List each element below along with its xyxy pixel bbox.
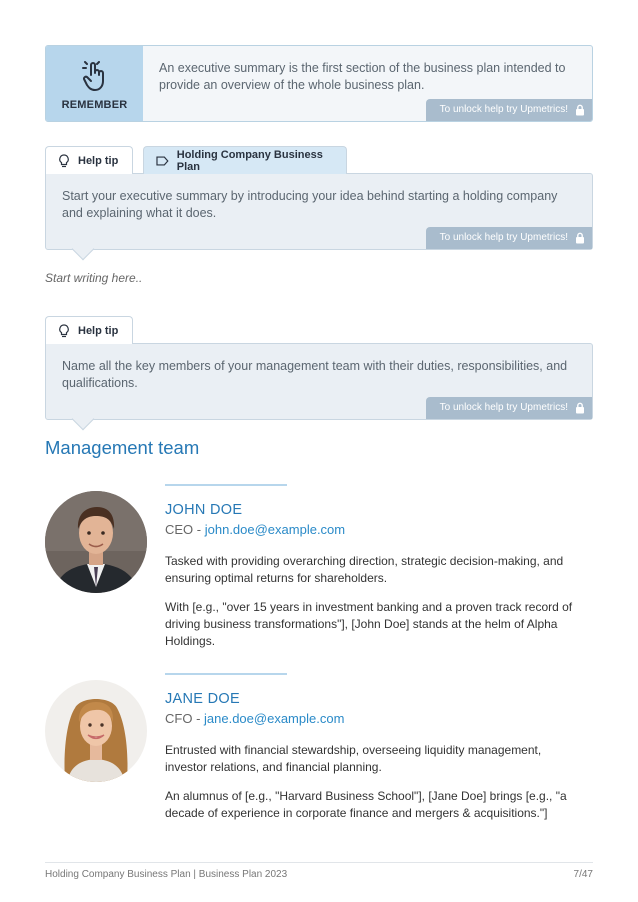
unlock-button[interactable] — [426, 227, 592, 249]
footer-divider — [45, 862, 593, 863]
page-number: 7/47 — [573, 869, 593, 880]
member-bio: With [e.g., "over 15 years in investment banking and a proven track record of driving business transformations"], [John Doe] stands at the helm of Alpha Holdings. — [165, 600, 573, 648]
member-divider — [165, 673, 287, 675]
help-tip-text: Name all the key members of your management team with their duties, responsibilities, and qualifications. — [62, 359, 568, 390]
pointing-hand-icon — [82, 61, 108, 93]
section-title: Management team — [45, 437, 200, 458]
tab-help-tip[interactable] — [45, 146, 133, 174]
remember-label: REMEMBER — [61, 98, 128, 111]
unlock-button[interactable] — [426, 397, 592, 419]
unlock-label: To unlock help try Upmetrics! — [439, 104, 568, 115]
member-role: CFO — [165, 711, 193, 726]
help-tip-text: Start your executive summary by introducing your idea behind starting a holding company and explaining what it does. — [62, 189, 558, 220]
member-role-line — [165, 711, 344, 726]
tab-help-tip[interactable] — [45, 316, 133, 344]
lock-icon — [575, 232, 585, 244]
unlock-label: To unlock help try Upmetrics! — [439, 232, 568, 243]
member-divider — [165, 484, 287, 486]
role-separator: - — [193, 522, 205, 537]
member-description: Tasked with providing overarching direction, strategic decision-making, and ensuring optimal returns for shareholders. — [165, 554, 564, 585]
tab-holding-company-label: Holding Company Business Plan — [176, 148, 323, 173]
tab-holding-company[interactable] — [143, 146, 347, 174]
remember-text: An executive summary is the first section of the business plan intended to provide an overview of the whole business plan. — [159, 61, 566, 92]
woman-portrait-icon — [45, 680, 147, 782]
avatar — [45, 491, 147, 593]
member-email-link[interactable]: john.doe@example.com — [204, 522, 346, 537]
lock-icon — [575, 402, 585, 414]
lightbulb-icon — [58, 154, 70, 168]
member-email-link[interactable]: jane.doe@example.com — [204, 711, 345, 726]
footer-title: Holding Company Business Plan | Business Plan 2023 — [45, 869, 288, 880]
lightbulb-icon — [58, 324, 70, 338]
help-tip-box — [45, 343, 593, 420]
tab-help-tip-label: Help tip — [78, 324, 119, 337]
avatar — [45, 680, 147, 782]
tab-help-tip-label: Help tip — [78, 154, 119, 167]
start-writing-placeholder[interactable]: Start writing here.. — [45, 271, 143, 285]
tag-icon — [156, 156, 169, 166]
remember-sidebar — [46, 46, 143, 121]
member-name: JOHN DOE — [165, 502, 243, 518]
member-role: CEO — [165, 522, 194, 537]
remember-box — [45, 45, 593, 122]
member-bio: An alumnus of [e.g., "Harvard Business School"], [Jane Doe] brings [e.g., "a decade of experience in corporate finance and mergers & acquisitions."] — [165, 789, 567, 820]
role-separator: - — [192, 711, 205, 726]
unlock-button[interactable] — [426, 99, 592, 121]
unlock-label: To unlock help try Upmetrics! — [439, 402, 568, 413]
help-tip-box — [45, 173, 593, 250]
member-description: Entrusted with financial stewardship, overseeing liquidity management, investor relations, and financial planning. — [165, 743, 542, 774]
lock-icon — [575, 104, 585, 116]
member-role-line — [165, 522, 345, 537]
member-name: JANE DOE — [165, 691, 240, 707]
man-portrait-icon — [45, 491, 147, 593]
